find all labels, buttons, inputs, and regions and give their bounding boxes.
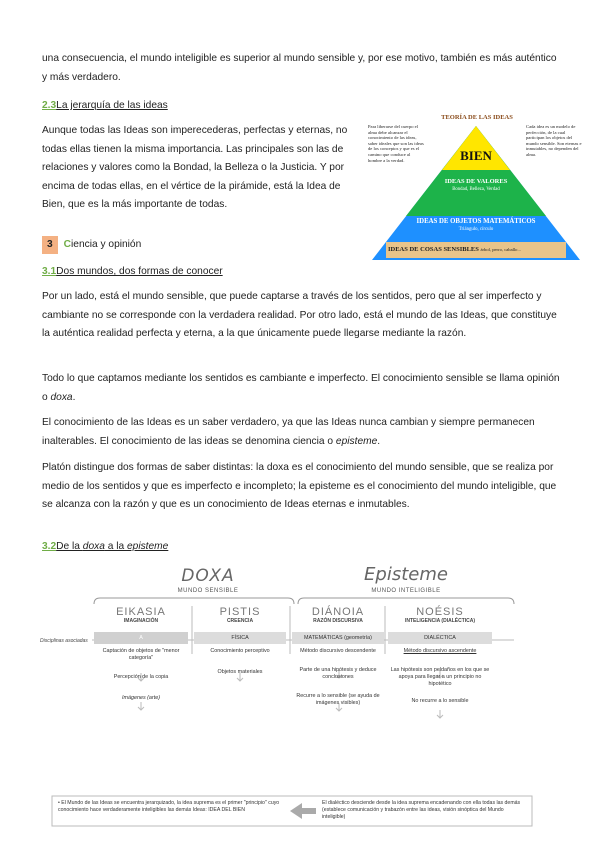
title-part-episteme: episteme xyxy=(126,541,169,552)
noesis-item-3: No recurre a lo sensible xyxy=(411,698,469,704)
column-noesis xyxy=(388,606,492,705)
column-pistis xyxy=(194,606,286,676)
doxa-header: DOXA xyxy=(181,566,235,586)
hierarchy-text: Aunque todas las Ideas son imperecederas, perfectas y eternas, no todas ellas tienen la misma importancia. Las principales son las de relaciones y valores como la Bondad, la Belleza o la Justicia. Y por encima de todas ellas, en el vértice de la pirámide, está la Idea de Bien, que es la más importante de todas. xyxy=(42,125,348,210)
section-title xyxy=(56,541,168,552)
episteme-term: episteme xyxy=(335,435,378,447)
episteme-header: Episteme xyxy=(364,564,448,585)
doxa-subheader: MUNDO SENSIBLE xyxy=(177,588,239,594)
pistis-discipline: FÍSICA xyxy=(194,632,286,644)
bottom-right-note: El dialéctico desciende desde la idea suprema encadenando con ella todas las demás (establece comunicación y trabazón entre las ideas, visión sinóptica del Mundo inteligible) xyxy=(322,800,521,820)
noesis-discipline: DIALÉCTICA xyxy=(388,632,492,644)
two-knowledge-text: Platón distingue dos formas de saber distintas: la doxa es el conocimiento del mundo sensible, que se realiza por medio de los sentidos y que es imperfecto e incompleto; la episteme es el conocimiento del mundo inteligible, que se alcanza con la razón y que es un conocimiento de Ideas eternas e inmutables. xyxy=(42,462,557,510)
section-2-3-paragraph xyxy=(42,122,356,215)
doxa-text-c: . xyxy=(72,391,76,403)
pyramid-bien-label: BIEN xyxy=(460,148,492,163)
episteme-text xyxy=(42,414,560,451)
noesis-item-2: Las hipótesis son peldaños en los que se apoya para llegar a un principio no hipotético xyxy=(390,667,490,687)
section-3-heading xyxy=(42,236,141,254)
dianoia-item-2: Parte de una hipótesis y deduce conclusiones xyxy=(299,667,377,680)
doxa-term: doxa xyxy=(50,391,73,403)
pyramid-sensibles-row xyxy=(388,246,568,253)
intro-text: una consecuencia, el mundo inteligible es superior al mundo sensible y, por ese motivo, también es más auténtico y más verdadero. xyxy=(42,53,557,83)
section-3-1-p3 xyxy=(42,414,560,451)
pyramid-valores-sub: Bondad, Belleza, Verdad xyxy=(452,187,500,192)
pyramid-right-note: Cada idea es un modelo de perfección, de la cual participan los objetos del mundo sensible. Son eternas e inmutables, no dependen del alma. xyxy=(526,124,582,157)
doxa-text-a: Todo lo que captamos mediante los sentidos es cambiante e imperfecto. El conocimiento sensible se llama opinión o xyxy=(42,373,560,403)
pyramid-valores-label: IDEAS DE VALORES xyxy=(444,178,508,185)
pyramid-matematicos-label: IDEAS DE OBJETOS MATEMÁTICOS xyxy=(416,218,536,225)
pistis-item-1: Conocimiento perceptivo xyxy=(210,648,270,654)
title-part-3: a la xyxy=(104,541,127,552)
section-3-title: iencia y opinión xyxy=(71,239,142,250)
noesis-sub: INTELIGENCIA (DIALÉCTICA) xyxy=(404,618,476,624)
section-3-number-box: 3 xyxy=(42,236,58,254)
dianoia-title: DIÁNOIA xyxy=(311,606,365,618)
section-3-first-letter: C xyxy=(63,239,72,250)
doxa-text xyxy=(42,370,560,407)
noesis-item-1: Método discursivo ascendente xyxy=(403,648,477,654)
bottom-left-note: • El Mundo de las Ideas se encuentra jerarquizado, la idea suprema es el primer "principio" cuyo conocimiento hace verdaderamente inteligibles las demás Ideas: IDEA DEL BIEN xyxy=(58,800,280,813)
eikasia-sub: IMAGINACIÓN xyxy=(123,618,159,624)
eikasia-item-3: Imágenes (arte) xyxy=(121,695,161,701)
section-2-3-heading xyxy=(42,99,168,113)
pyramid-title: TEORÍA DE LAS IDEAS xyxy=(441,114,513,121)
section-3-1-p4 xyxy=(42,459,560,515)
ideas-pyramid-figure xyxy=(362,112,590,264)
pyramid-sensibles-label: IDEAS DE COSAS SENSIBLES xyxy=(388,246,479,253)
dianoia-sub: RAZÓN DISCURSIVA xyxy=(313,618,363,624)
section-title: Dos mundos, dos formas de conocer xyxy=(56,266,223,277)
section-number: 2.3 xyxy=(42,100,57,111)
section-3-1-heading xyxy=(42,265,223,279)
eikasia-discipline: A xyxy=(94,632,188,644)
eikasia-item-1: Captación de objetos de "menor categoría" xyxy=(102,648,180,661)
eikasia-title: EIKASIA xyxy=(116,606,166,618)
section-3-1-p1 xyxy=(42,288,560,344)
two-worlds-text: Por un lado, está el mundo sensible, que puede captarse a través de los sentidos, pero que al ser imperfecto y cambiante no se corresponde con la verdadera realidad. Por otro lado, está el mundo de las Ideas, que constituye la auténtica realidad perfecta y eterna, a la que únicamente puede llegarse mediante la razón. xyxy=(42,291,557,339)
dianoia-item-3: Recurre a lo sensible (se ayuda de imágenes visibles) xyxy=(296,693,380,706)
pistis-title: PISTIS xyxy=(219,606,261,618)
section-3-2-heading xyxy=(42,540,168,554)
episteme-text-a: El conocimiento de las Ideas es un saber verdadero, ya que las Ideas nunca cambian y siempre permanecen inalterables. El conocimiento de las ideas se denomina ciencia o xyxy=(42,417,535,447)
column-dianoia xyxy=(292,606,384,707)
pistis-sub: CREENCIA xyxy=(226,618,254,624)
section-title: La jerarquía de las ideas xyxy=(56,100,168,111)
pyramid-matematicos-sub: Triángulo, círculo xyxy=(458,227,494,232)
title-part-1: De la xyxy=(56,541,83,552)
intro-paragraph xyxy=(42,50,560,87)
section-number: 3.2 xyxy=(42,541,57,552)
dianoia-discipline: MATEMÁTICAS (geometría) xyxy=(292,632,384,644)
section-3-1-p2 xyxy=(42,370,560,407)
episteme-subheader: MUNDO INTELIGIBLE xyxy=(371,588,441,594)
column-eikasia xyxy=(94,606,188,702)
disciplinas-label: Disciplinas asociadas xyxy=(40,638,88,644)
noesis-title: NOÉSIS xyxy=(416,606,464,618)
section-number: 3.1 xyxy=(42,266,57,277)
doxa-episteme-diagram xyxy=(40,560,560,830)
episteme-text-c: . xyxy=(377,435,381,447)
dianoia-item-1: Método discursivo descendente xyxy=(300,648,376,654)
pyramid-left-note: Para liberarse del cuerpo el alma debe alcanzar el conocimiento de las ideas, saber ideales que son las ideas de los conceptos y que es el camino que conduce al hombre a la verdad. xyxy=(368,124,424,163)
title-part-doxa: doxa xyxy=(82,541,105,552)
eikasia-item-2: Percepción de la copia xyxy=(113,674,169,680)
pyramid-sensibles-sub: árbol, perro, caballo... xyxy=(480,247,521,252)
pistis-item-2: Objetos materiales xyxy=(217,669,263,675)
